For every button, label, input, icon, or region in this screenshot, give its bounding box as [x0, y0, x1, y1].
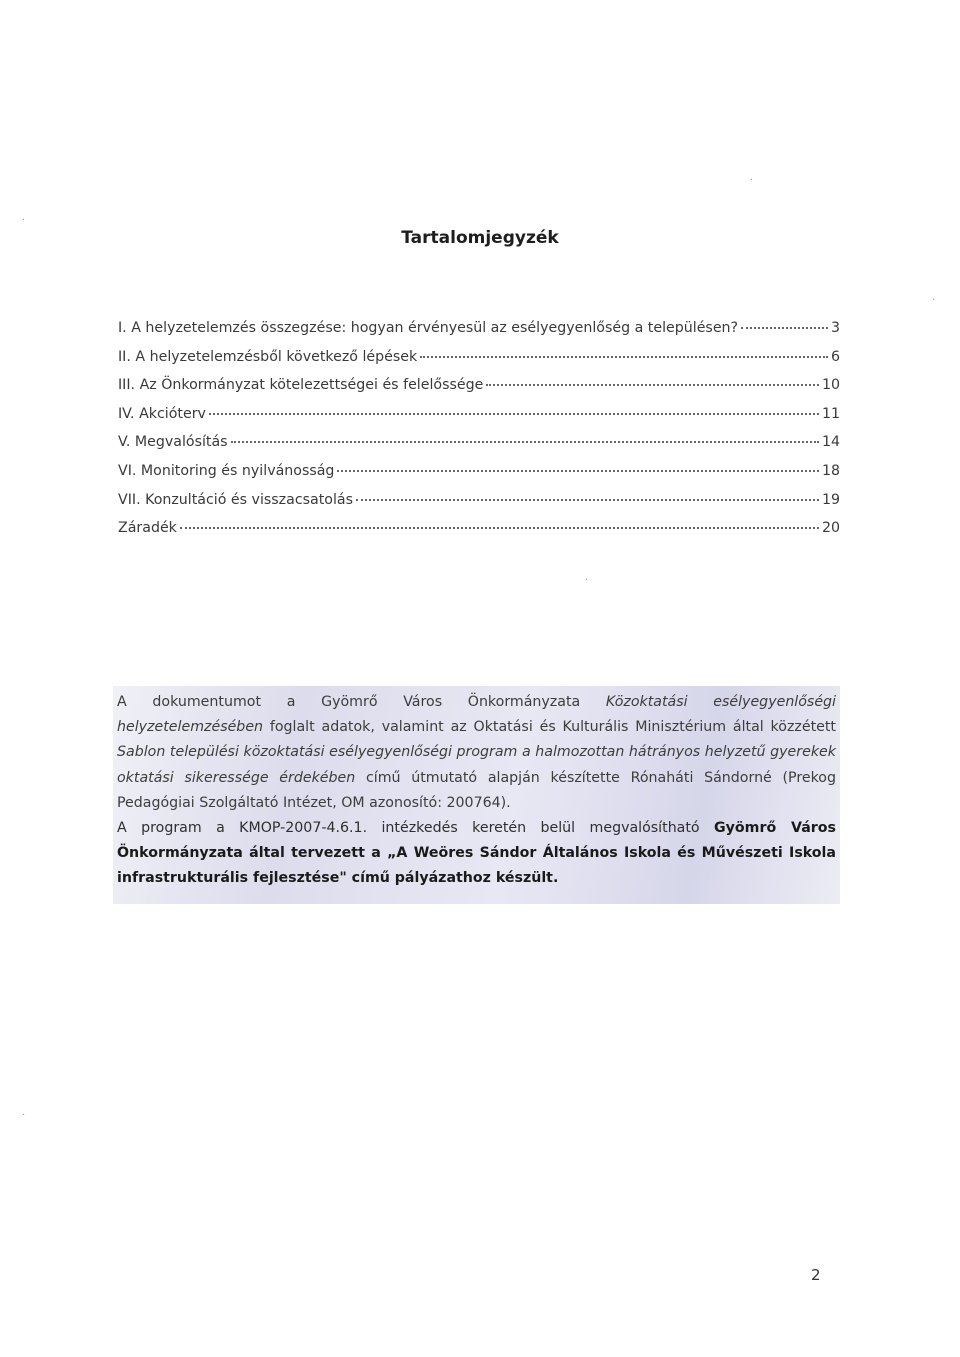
- toc-entry-page: 14: [821, 434, 840, 451]
- toc-entry-label: V. Megvalósítás: [118, 434, 228, 451]
- toc-entry[interactable]: [118, 406, 840, 435]
- toc-entry[interactable]: [118, 320, 840, 349]
- toc-entry[interactable]: [118, 492, 840, 521]
- toc-entry-page: 3: [830, 320, 840, 336]
- intro-text: foglalt adatok, valamint az Oktatási és Kulturális Minisztérium által közzétett: [263, 719, 836, 736]
- scan-speck: ·: [22, 215, 26, 226]
- toc-leader-dots: [741, 326, 828, 329]
- program-bold-text: Gyömrő Város Önkormányzata által tervezett a „A Weöres Sándor Általános Iskola és Művészeti Iskola infrastrukturális fejlesztése" című pályázathoz készült.: [117, 820, 836, 887]
- toc-leader-dots: [486, 383, 819, 386]
- scan-speck: ·: [22, 1110, 26, 1121]
- intro-text: című útmutató alapján készítette Rónaháti Sándorné (Prekog Pedagógiai Szolgáltató Intézet, OM azonosító: 200764).: [117, 769, 836, 811]
- table-of-contents: [118, 320, 840, 549]
- toc-entry-page: 19: [821, 491, 840, 508]
- program-paragraph: [117, 816, 836, 892]
- toc-leader-dots: [337, 469, 819, 472]
- scan-speck: ·: [932, 295, 936, 306]
- scan-speck: ·: [585, 575, 589, 586]
- toc-entry-page: 18: [821, 462, 840, 479]
- intro-document-title: Közoktatási esélyegyenlőségi helyzetelemzésében: [117, 694, 836, 736]
- scan-speck: ·: [750, 175, 754, 186]
- toc-entry-label: Záradék: [118, 520, 177, 537]
- toc-entry-page: 11: [821, 405, 840, 422]
- toc-entry[interactable]: [118, 349, 840, 378]
- toc-entry-page: 6: [830, 348, 840, 365]
- toc-leader-dots: [180, 526, 819, 529]
- toc-leader-dots: [231, 440, 819, 443]
- page-title: Tartalomjegyzék: [401, 228, 559, 248]
- toc-entry-label: VI. Monitoring és nyilvánosság: [118, 462, 335, 479]
- toc-entry-label: VII. Konzultáció és visszacsatolás: [118, 491, 353, 508]
- toc-entry-label: I. A helyzetelemzés összegzése: hogyan érvényesül az esélyegyenlőség a településen?: [118, 320, 739, 336]
- toc-leader-dots: [356, 498, 819, 501]
- toc-entry[interactable]: [118, 463, 840, 492]
- toc-entry-page: 20: [821, 520, 840, 537]
- page-number: 2: [811, 1266, 821, 1284]
- program-text: A program a KMOP-2007-4.6.1. intézkedés keretén belül megvalósítható: [117, 820, 715, 837]
- toc-entry[interactable]: [118, 434, 840, 463]
- highlighted-intro-block: [113, 686, 840, 904]
- intro-paragraph: [117, 690, 836, 816]
- toc-entry[interactable]: [118, 377, 840, 406]
- toc-leader-dots: [209, 412, 819, 415]
- toc-entry-label: IV. Akcióterv: [118, 405, 206, 422]
- intro-text: A dokumentumot a Gyömrő Város Önkormányzata: [117, 694, 606, 710]
- toc-leader-dots: [420, 355, 828, 358]
- intro-guide-title: Sablon települési közoktatási esélyegyenlőségi program a halmozottan hátrányos helyzetű gyerekek oktatási sikeressége érdekében: [117, 744, 836, 786]
- toc-entry-label: II. A helyzetelemzésből következő lépések: [118, 348, 418, 365]
- toc-entry-page: 10: [821, 377, 840, 394]
- toc-entry[interactable]: [118, 520, 840, 549]
- toc-entry-label: III. Az Önkormányzat kötelezettségei és felelőssége: [118, 377, 484, 394]
